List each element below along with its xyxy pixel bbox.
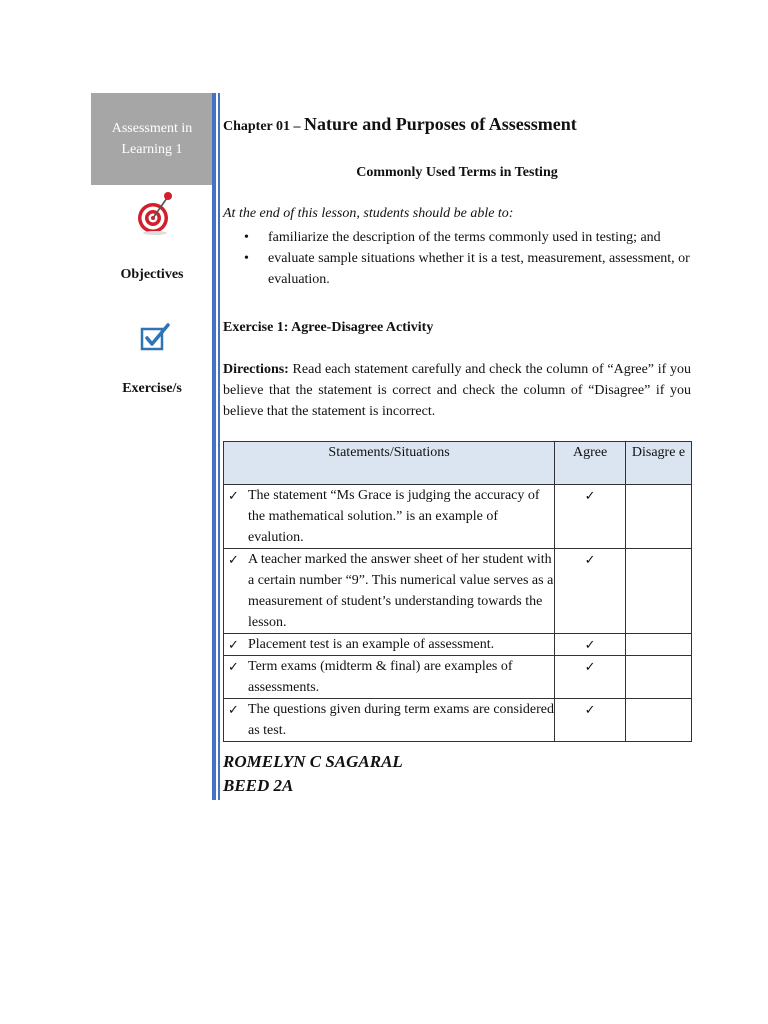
- statement-text: The statement “Ms Grace is judging the accuracy of the mathematical solution.” is an example of evalution.: [248, 488, 540, 545]
- directions-label: Directions:: [223, 362, 289, 377]
- sidebar-title-line2: Learning 1: [121, 142, 183, 157]
- table-row: [224, 634, 692, 656]
- header-statements: Statements/Situations: [224, 442, 555, 485]
- agree-cell[interactable]: ✓: [555, 549, 626, 634]
- vertical-rule-thin: [218, 93, 220, 800]
- chapter-heading: [223, 114, 691, 135]
- chapter-title: Nature and Purposes of Assessment: [304, 114, 577, 134]
- exercise-title: Exercise 1: Agree-Disagree Activity: [223, 320, 434, 335]
- objective-item: • familiarize the description of the terms commonly used in testing; and: [244, 227, 694, 248]
- table-row: [224, 699, 692, 742]
- table-row: [224, 656, 692, 699]
- table-header-row: [224, 442, 692, 485]
- agree-cell[interactable]: ✓: [555, 485, 626, 549]
- check-mark-icon: ✓: [228, 488, 239, 503]
- agree-cell[interactable]: ✓: [555, 699, 626, 742]
- agree-disagree-table: [223, 441, 692, 742]
- header-agree: Agree: [555, 442, 626, 485]
- statement-text: A teacher marked the answer sheet of her student with a certain number “9”. This numerical value serves as a measurement of student’s understanding towards the lesson.: [248, 552, 554, 630]
- exercises-label: Exercise/s: [122, 381, 182, 396]
- agree-cell[interactable]: ✓: [555, 656, 626, 699]
- objective-item: • evaluate sample situations whether it is a test, measurement, assessment, or evaluation.: [244, 248, 694, 290]
- disagree-cell[interactable]: [626, 549, 692, 634]
- check-mark-icon: ✓: [228, 659, 239, 674]
- disagree-cell[interactable]: [626, 656, 692, 699]
- header-disagree: Disagre e: [626, 442, 692, 485]
- table-row: [224, 549, 692, 634]
- sidebar-title-box: [91, 93, 213, 185]
- student-section: BEED 2A: [223, 776, 294, 795]
- statement-text: The questions given during term exams are considered as test.: [248, 702, 554, 738]
- check-mark-icon: ✓: [228, 637, 239, 652]
- chapter-label: Chapter 01 –: [223, 119, 305, 134]
- objectives-label: Objectives: [120, 267, 184, 282]
- sidebar-title-line1: Assessment in: [111, 121, 193, 136]
- check-mark-icon: ✓: [228, 552, 239, 567]
- table-row: [224, 485, 692, 549]
- checkbox-icon: [139, 322, 171, 354]
- target-icon: [136, 190, 176, 236]
- check-mark-icon: ✓: [228, 702, 239, 717]
- disagree-cell[interactable]: [626, 634, 692, 656]
- statement-text: Term exams (midterm & final) are examples of assessments.: [248, 659, 513, 695]
- directions-text: Read each statement carefully and check the column of “Agree” if you believe that the statement is correct and check the column of “Disagree” if you believe that the statement is incorrect.: [223, 362, 691, 419]
- statement-text: Placement test is an example of assessment.: [248, 637, 495, 652]
- vertical-rule-thick: [212, 93, 216, 800]
- directions-paragraph: [223, 359, 691, 422]
- objectives-intro: At the end of this lesson, students should be able to:: [223, 206, 514, 221]
- objectives-list: [244, 227, 694, 290]
- disagree-cell[interactable]: [626, 485, 692, 549]
- agree-cell[interactable]: ✓: [555, 634, 626, 656]
- student-name: ROMELYN C SAGARAL: [223, 752, 403, 771]
- lesson-subtitle: Commonly Used Terms in Testing: [356, 165, 558, 180]
- disagree-cell[interactable]: [626, 699, 692, 742]
